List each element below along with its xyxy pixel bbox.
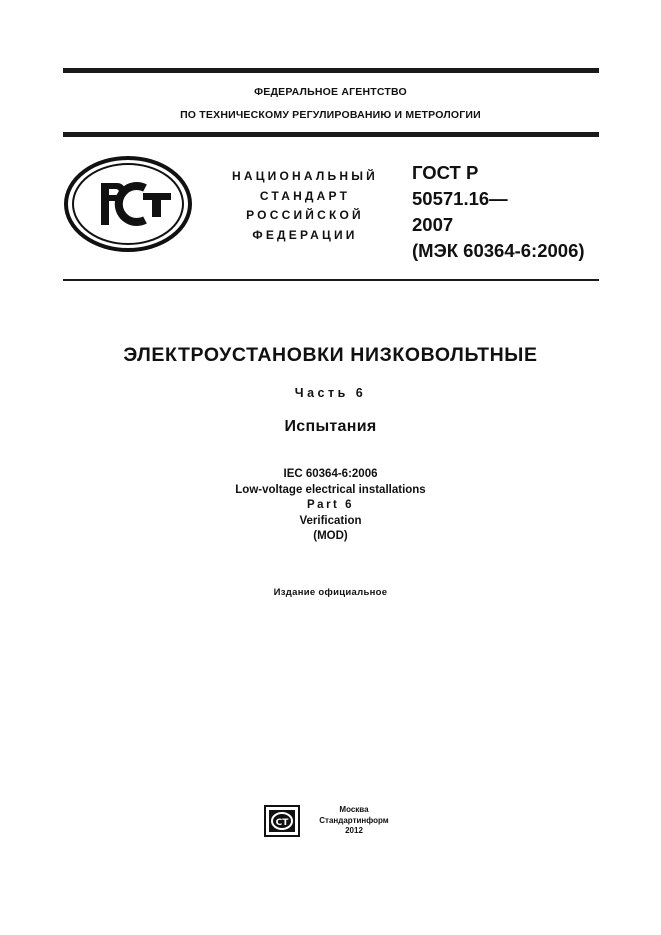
iec-reference: [0, 467, 661, 545]
gost-line-2: 50571.16—: [412, 188, 508, 209]
iec-title: Low-voltage electrical installations: [235, 483, 426, 496]
agency-bottom-rule: [63, 132, 599, 137]
top-rule: [63, 68, 599, 73]
national-line-1: НАЦИОНАЛЬНЫЙ: [231, 169, 379, 183]
rst-certification-mark-icon: [63, 155, 193, 253]
standard-block-bottom-rule: [63, 279, 599, 281]
document-subtitle: Испытания: [284, 418, 377, 435]
agency-line-2: ПО ТЕХНИЧЕСКОМУ РЕГУЛИРОВАНИЮ И МЕТРОЛОГИИ: [180, 109, 481, 121]
standartinform-logo-icon: [264, 805, 300, 837]
publisher-name: Стандартинформ: [319, 815, 389, 825]
publisher-city: Москва: [339, 805, 369, 814]
svg-text:СТ: СТ: [275, 818, 289, 828]
gost-designation: [412, 160, 585, 264]
gost-line-1: ГОСТ Р: [412, 162, 479, 183]
gost-line-3: 2007: [412, 214, 454, 235]
iec-code: IEC 60364-6:2006: [283, 468, 378, 480]
national-line-3: РОССИЙСКОЙ: [246, 208, 364, 222]
national-line-4: ФЕДЕРАЦИИ: [252, 227, 358, 242]
publisher-info: [308, 805, 400, 837]
national-standard-label: [215, 167, 395, 245]
iec-mod: (MOD): [313, 530, 348, 543]
agency-line-1: ФЕДЕРАЛЬНОЕ АГЕНТСТВО: [254, 86, 407, 98]
national-line-2: СТАНДАРТ: [259, 188, 351, 203]
document-title: ЭЛЕКТРОУСТАНОВКИ НИЗКОВОЛЬТНЫЕ: [123, 344, 538, 366]
edition-label: Издание официальное: [273, 587, 388, 598]
iec-part: Part 6: [307, 499, 354, 512]
publication-year: 2012: [345, 826, 363, 835]
iec-subtitle: Verification: [299, 514, 362, 527]
part-label: Часть 6: [294, 386, 367, 400]
gost-line-4: (МЭК 60364-6:2006): [412, 240, 585, 261]
